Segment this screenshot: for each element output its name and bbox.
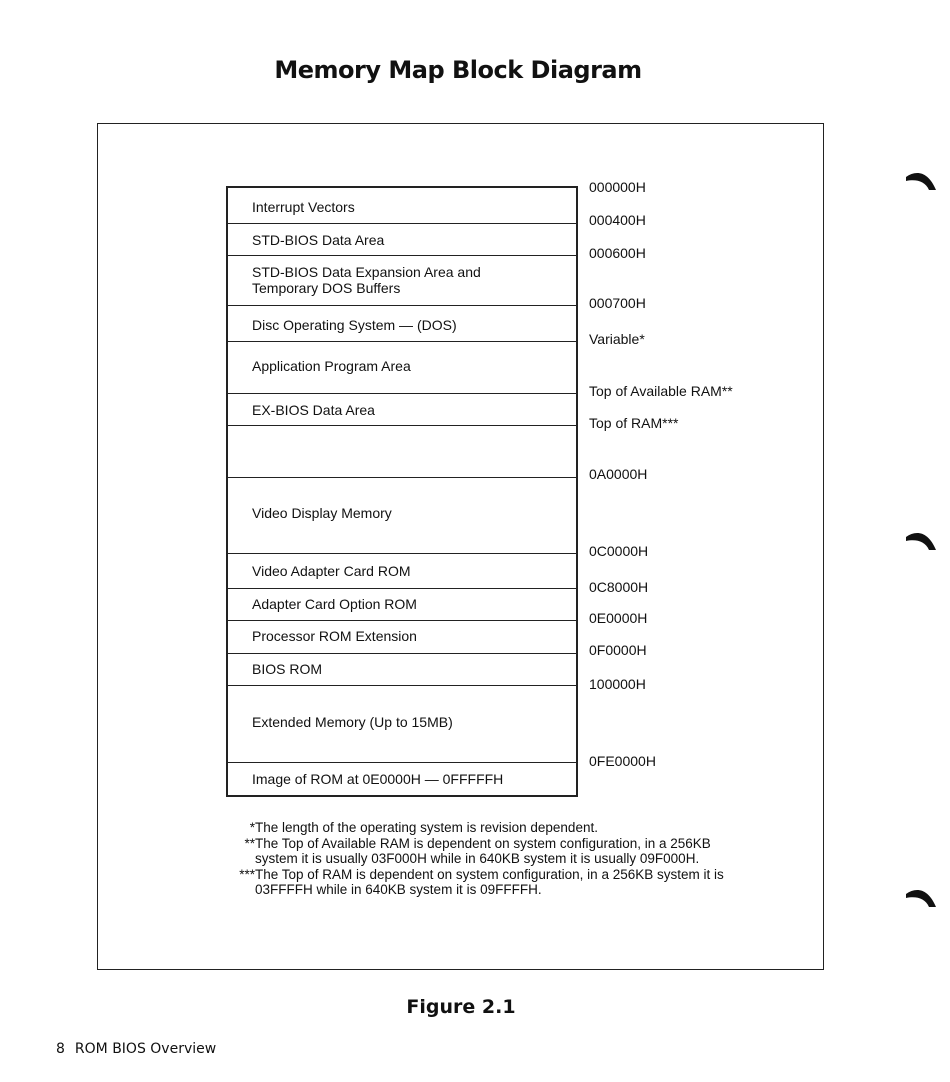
address-label: 000000H [589, 179, 646, 195]
region-label: Adapter Card Option ROM [252, 596, 417, 612]
binder-hole-mark [904, 168, 938, 192]
address-label: 0FE0000H [589, 753, 656, 769]
address-label: 0F0000H [589, 642, 647, 658]
address-label: 0C8000H [589, 579, 649, 595]
region-bios-rom [228, 654, 576, 686]
binder-hole-mark [904, 528, 938, 552]
memory-map [226, 186, 578, 797]
region-unused [228, 426, 576, 478]
region-dos [228, 306, 576, 342]
page-number: 8 [56, 1041, 65, 1057]
page-footer [56, 1041, 216, 1057]
region-extended-memory [228, 686, 576, 763]
footnotes [228, 820, 748, 898]
region-label: Processor ROM Extension [252, 628, 417, 644]
region-label: Video Adapter Card ROM [252, 563, 411, 579]
address-label: Top of RAM*** [589, 415, 679, 431]
footnote-mark: * [249, 820, 255, 835]
footnote [228, 836, 748, 867]
region-ex-bios-data [228, 394, 576, 426]
region-label: Interrupt Vectors [252, 199, 355, 215]
address-label: Variable* [589, 331, 645, 347]
region-label: Video Display Memory [252, 505, 392, 521]
footnote-mark: ** [244, 835, 255, 851]
address-label: 000700H [589, 295, 646, 311]
address-label: 0A0000H [589, 466, 648, 482]
region-label: Application Program Area [252, 358, 411, 374]
address-label: 0C0000H [589, 543, 649, 559]
region-label: Disc Operating System — (DOS) [252, 317, 457, 333]
region-std-bios-expansion [228, 256, 576, 306]
footnote-text: The Top of RAM is dependent on system configuration, in a 256KB system it is 03FFFFH while in 640KB system it is 09FFFFH. [255, 866, 724, 897]
binder-hole-mark [904, 885, 938, 909]
region-processor-rom-extension [228, 621, 576, 654]
region-label: Image of ROM at 0E0000H — 0FFFFFH [252, 771, 504, 787]
footnote-text: The Top of Available RAM is dependent on system configuration, in a 256KB system it is usually 03F000H while in 640KB system it is usually 09F000H. [255, 835, 711, 866]
address-label: 0E0000H [589, 610, 648, 626]
address-label: Top of Available RAM** [589, 383, 733, 399]
section-name: ROM BIOS Overview [74, 1041, 217, 1057]
region-rom-image [228, 763, 576, 795]
figure-caption: Figure 2.1 [406, 996, 516, 1018]
region-label: EX-BIOS Data Area [252, 402, 375, 418]
region-video-display-memory [228, 478, 576, 554]
region-label: STD-BIOS Data Area [252, 232, 385, 248]
footnote [228, 867, 748, 898]
region-application-program [228, 342, 576, 394]
footnote-mark: *** [239, 866, 255, 882]
region-interrupt-vectors [228, 188, 576, 224]
region-adapter-option-rom [228, 589, 576, 621]
region-video-adapter-rom [228, 554, 576, 589]
region-label: STD-BIOS Data Expansion Area and Temporary DOS Buffers [252, 264, 481, 296]
footnote-text: The length of the operating system is revision dependent. [255, 820, 598, 835]
address-label: 000400H [589, 212, 646, 228]
region-label: Extended Memory (Up to 15MB) [252, 714, 453, 730]
footnote [228, 820, 748, 836]
region-label: BIOS ROM [252, 661, 323, 677]
address-label: 100000H [589, 676, 646, 692]
region-std-bios-data [228, 224, 576, 256]
address-label: 000600H [589, 245, 646, 261]
diagram-title: Memory Map Block Diagram [274, 56, 642, 84]
